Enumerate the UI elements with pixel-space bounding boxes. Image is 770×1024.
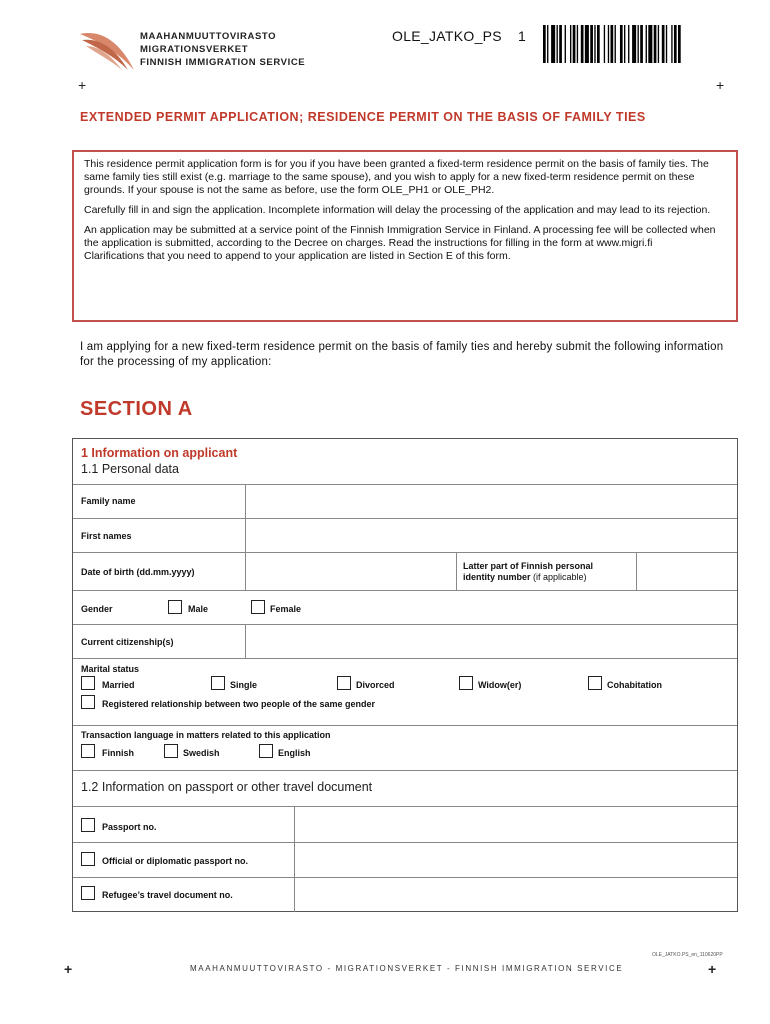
widow-checkbox[interactable] [459,676,473,690]
agency-name-sv: MIGRATIONSVERKET [140,44,249,55]
barcode-bar [577,25,578,63]
barcode-bar [620,25,623,63]
row-divider [73,658,737,659]
refugee-document-label: Refugee’s travel document no. [102,890,233,900]
barcode-bar [590,25,593,63]
footer-agency-names: MAAHANMUUTTOVIRASTO - MIGRATIONSVERKET - FINNISH IMMIGRATION SERVICE [190,964,624,973]
column-divider [456,552,457,590]
row-divider [73,770,737,771]
barcode-bar [671,25,672,63]
first-names-field[interactable] [246,519,737,552]
cohabitation-label: Cohabitation [607,680,662,690]
instructions-paragraph: Carefully fill in and sign the application. Incomplete information will delay the processing of the application and may lead to its rejection. [84,204,711,216]
subsection-heading: 1 Information on applicant [81,446,238,460]
page-number: 1 [518,28,526,44]
barcode [543,25,723,63]
barcode-bar [624,25,625,63]
instructions-box [72,150,738,322]
barcode-bar [543,25,546,63]
registration-mark-icon: + [78,77,87,93]
refugee-document-number-field[interactable] [295,878,737,911]
form-title: EXTENDED PERMIT APPLICATION; RESIDENCE PERMIT ON THE BASIS OF FAMILY TIES [80,110,646,124]
swedish-checkbox[interactable] [164,744,178,758]
barcode-bar [678,25,681,63]
applicant-form [72,438,738,912]
diplomatic-passport-number-field[interactable] [295,843,737,877]
agency-name [140,30,305,69]
barcode-bar [646,25,647,63]
married-label: Married [102,680,135,690]
barcode-bar [557,25,558,63]
passport-number-field[interactable] [295,807,737,842]
marital-status-label: Marital status [81,664,140,674]
subsection-subheading: 1.2 Information on passport or other travel document [81,780,373,794]
english-checkbox[interactable] [259,744,273,758]
finnish-checkbox[interactable] [81,744,95,758]
bird-wing-icon [78,26,138,74]
footer-form-code: OLE_JATKO.PS_en_110620PP [652,952,723,958]
single-label: Single [230,680,258,690]
row-divider [73,590,737,591]
section-heading: SECTION A [80,398,193,420]
female-checkbox[interactable] [251,600,265,614]
personal-id-note: (if applicable) [530,572,587,582]
agency-logo [78,26,318,78]
cohabitation-checkbox[interactable] [588,676,602,690]
divorced-checkbox[interactable] [337,676,351,690]
barcode-bar [604,25,605,63]
barcode-bar [565,25,566,63]
male-checkbox[interactable] [168,600,182,614]
barcode-bar [594,25,595,63]
family-name-field[interactable] [246,485,737,518]
form-code: OLE_JATKO_PS [392,28,502,44]
barcode-bar [570,25,571,63]
agency-name-fi: MAAHANMUUTTOVIRASTO [140,31,277,42]
family-name-label: Family name [81,496,136,506]
diplomatic-passport-label: Official or diplomatic passport no. [102,856,249,866]
swedish-label: Swedish [183,748,220,758]
date-of-birth-field[interactable] [246,553,456,590]
personal-id-label-line2: identity number [463,572,531,582]
passport-checkbox[interactable] [81,818,95,832]
barcode-bar [648,25,652,63]
registration-mark-icon: + [708,961,717,977]
widow-label: Widow(er) [478,680,522,690]
barcode-bar [551,25,555,63]
passport-label: Passport no. [102,822,157,832]
instructions-paragraph: This residence permit application form is for you if you have been granted a fixed-term residence permit on the basis of family ties. The same family ties still exist (e.g. marriage to the same spouse), and you wish to apply for a new fixed-term residence permit on these grounds. If your spouse is not the same as before, use the form OLE_PH1 or OLE_PH2. [84,158,709,196]
barcode-bar [547,25,548,63]
male-label: Male [188,604,209,614]
diplomatic-passport-checkbox[interactable] [81,852,95,866]
gender-label: Gender [81,604,113,614]
personal-id-field[interactable] [637,553,737,590]
barcode-bar [608,25,609,63]
barcode-bar [674,25,677,63]
barcode-bar [615,25,616,63]
submission-text: An application may be submitted at a service point of the Finnish Immigration Service in Finland. A processing fee will be collected when the application is submitted, according to the Decree on charges. Read the instructions for filling in the form at www.migri.fi [84,224,716,249]
barcode-bar [662,25,665,63]
barcode-bar [597,25,600,63]
barcode-bar [658,25,659,63]
english-label: English [278,748,311,758]
first-names-label: First names [81,531,132,541]
personal-id-label [463,561,593,583]
barcode-bar [611,25,614,63]
transaction-language-label: Transaction language in matters related to this application [81,730,331,740]
personal-id-label-line1: Latter part of Finnish personal [463,561,594,571]
barcode-bar [585,25,589,63]
female-label: Female [270,604,302,614]
barcode-bar [628,25,629,63]
barcode-bar [632,25,636,63]
applicant-statement: I am applying for a new fixed-term residence permit on the basis of family ties and hereby submit the following information for the processing of my application: [80,341,724,368]
refugee-document-checkbox[interactable] [81,886,95,900]
married-checkbox[interactable] [81,676,95,690]
citizenship-field[interactable] [246,625,737,658]
registration-mark-icon: + [64,961,73,977]
barcode-bar [638,25,639,63]
registration-mark-icon: + [716,77,725,93]
barcode-bar [654,25,657,63]
barcode-bar [573,25,576,63]
registered-relationship-checkbox[interactable] [81,695,95,709]
row-divider [73,725,737,726]
date-of-birth-label: Date of birth (dd.mm.yyyy) [81,567,195,577]
divorced-label: Divorced [356,680,395,690]
barcode-bar [666,25,667,63]
clarifications-text: Clarifications that you need to append to your application are listed in Section E of this form. [84,250,511,262]
barcode-bar [559,25,562,63]
registered-relationship-label: Registered relationship between two people of the same gender [102,699,376,709]
barcode-bar [581,25,584,63]
agency-name-en: FINNISH IMMIGRATION SERVICE [140,57,306,68]
subsection-subheading: 1.1 Personal data [81,462,179,476]
instructions-paragraph [84,224,726,263]
finnish-label: Finnish [102,748,134,758]
single-checkbox[interactable] [211,676,225,690]
citizenship-label: Current citizenship(s) [81,637,174,647]
barcode-bar [640,25,643,63]
